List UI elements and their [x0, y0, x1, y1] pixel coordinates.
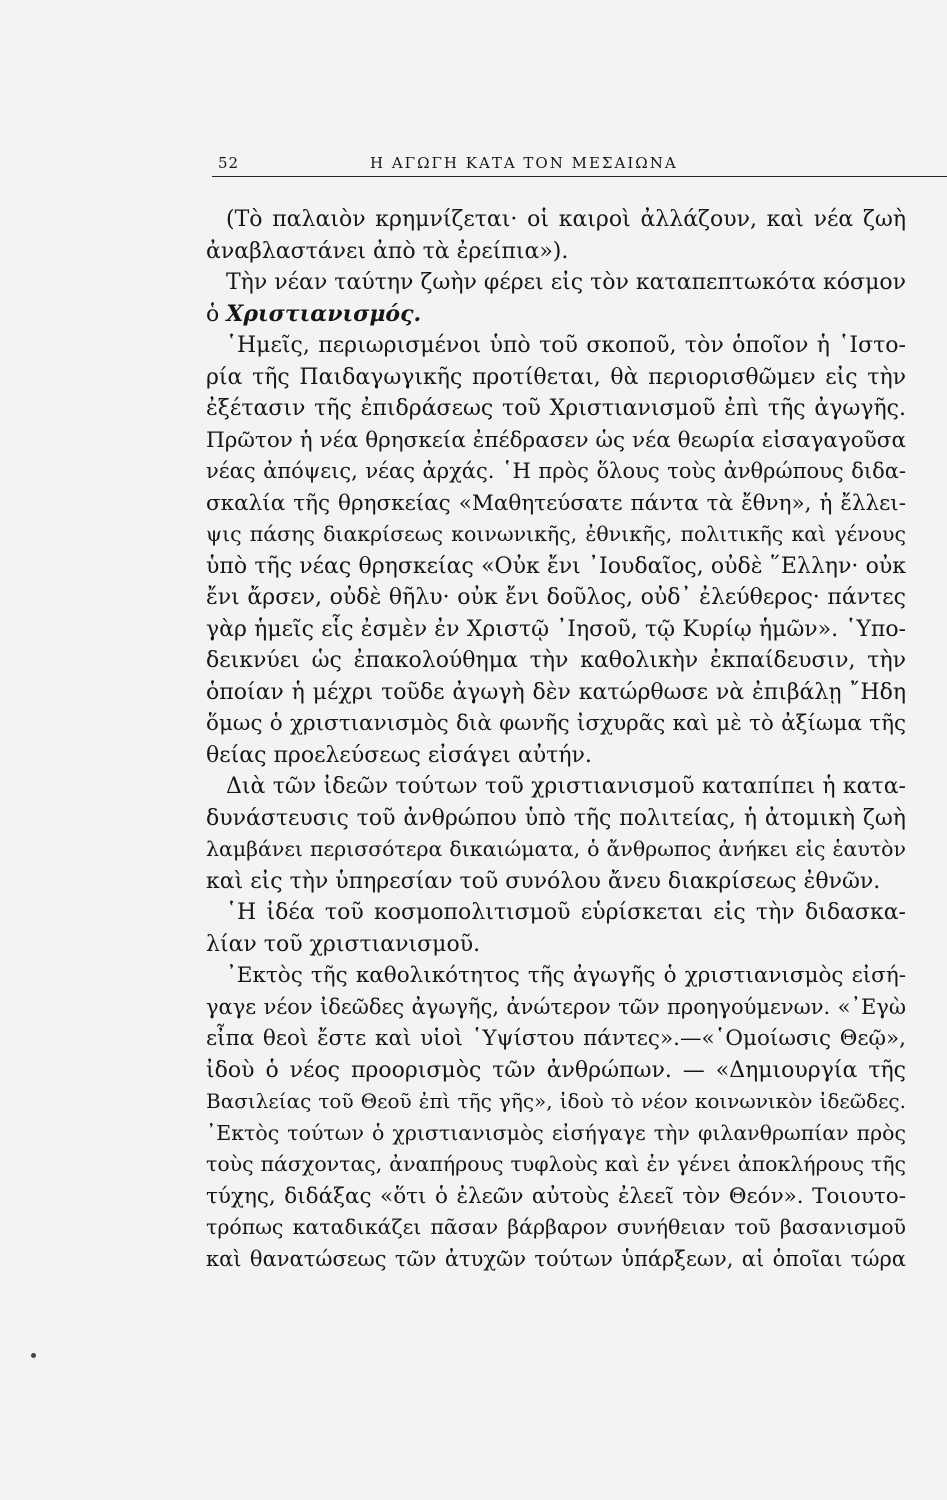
text-line: τρόπως καταδικάζει πᾶσαν βάρβαρον συνήθειαν τοῦ βασανισμοῦ [206, 1215, 906, 1239]
page-number: 52 [218, 154, 240, 172]
text-line: ὑπὸ τῆς νέας θρησκείας «Οὐκ ἔνι ᾿Ιουδαῖος, οὐδὲ ῞Ελλην· οὐκ [206, 553, 906, 579]
text-line: νέας ἀπόψεις, νέας ἀρχάς. ῾Η πρὸς ὅλους τοὺς ἀνθρώπους διδα- [206, 459, 906, 483]
text-line: καὶ θανατώσεως τῶν ἀτυχῶν τούτων ὑπάρξεων, αἱ ὁποῖαι τώρα [206, 1246, 906, 1271]
text-line: δεικνύει ὡς ἐπακολούθημα τὴν καθολικὴν ἐκπαίδευσιν, τὴν [206, 648, 906, 673]
text-line: ῾Ημεῖς, περιωρισμένοι ὑπὸ τοῦ σκοποῦ, τὸν ὁποῖον ἡ ῾Ιστο- [226, 333, 906, 358]
text-line: ἰδοὺ ὁ νέος προορισμὸς τῶν ἀνθρώπων. — «Δημιουργία τῆς [206, 1057, 906, 1083]
margin-speck [31, 1353, 36, 1358]
text-line: θείας προελεύσεως εἰσάγει αὐτήν. [206, 742, 592, 768]
text-line: λίαν τοῦ χριστιανισμοῦ. [206, 931, 481, 957]
text-line: Πρῶτον ἡ νέα θρησκεία ἐπέδρασεν ὡς νέα θεωρία εἰσαγαγοῦσα [206, 427, 906, 453]
text-line: Διὰ τῶν ἰδεῶν τούτων τοῦ χριστιανισμοῦ καταπίπει ἡ κατα- [226, 774, 906, 799]
running-header [212, 150, 947, 176]
text-line: γὰρ ἡμεῖς εἷς ἐσμὲν ἐν Χριστῷ ᾿Ιησοῦ, τῷ Κυρίῳ ἡμῶν». ῾Υπο- [206, 616, 906, 642]
emphasis-christianismos: Χριστιανισμός. [226, 300, 422, 327]
text-line: ὁποίαν ἡ μέχρι τοῦδε ἀγωγὴ δὲν κατώρθωσε νὰ ἐπιβάλῃ ῎Ηδη [206, 679, 906, 705]
text-line: ἀναβλαστάνει ἀπὸ τὰ ἐρείπια»). [206, 238, 569, 264]
text-line: ῾Η ἰδέα τοῦ κοσμοπολιτισμοῦ εὑρίσκεται εἰς τὴν διδασκα- [226, 900, 906, 925]
article-word: ὁ [206, 301, 220, 327]
text-line: Τὴν νέαν ταύτην ζωὴν φέρει εἰς τὸν καταπεπτωκότα κόσμον [226, 270, 906, 295]
body-text [206, 204, 906, 1275]
text-line: ᾿Εκτὸς τούτων ὁ χριστιανισμὸς εἰσήγαγε τὴν φιλανθρωπίαν πρὸς [206, 1120, 906, 1145]
text-line: καὶ εἰς τὴν ὑπηρεσίαν τοῦ συνόλου ἄνευ διακρίσεως ἐθνῶν. [206, 868, 881, 894]
text-line: (Τὸ παλαιὸν κρημνίζεται· οἱ καιροὶ ἀλλάζουν, καὶ νέα ζωὴ [226, 207, 906, 232]
text-line: δυνάστευσις τοῦ ἀνθρώπου ὑπὸ τῆς πολιτείας, ἡ ἀτομικὴ ζωὴ [206, 805, 906, 831]
text-line: γαγε νέον ἰδεῶδες ἀγωγῆς, ἀνώτερον τῶν προηγούμενων. «᾿Εγὼ [206, 994, 906, 1019]
text-line: τοὺς πάσχοντας, ἀναπήρους τυφλοὺς καὶ ἐν γένει ἀποκλήρους τῆς [206, 1152, 906, 1176]
text-line: ᾿Εκτὸς τῆς καθολικότητος τῆς ἀγωγῆς ὁ χριστιανισμὸς εἰσή- [226, 963, 906, 988]
text-line: σκαλία τῆς θρησκείας «Μαθητεύσατε πάντα τὰ ἔθνη», ἡ ἔλλει- [206, 490, 906, 516]
running-title: Η ΑΓΩΓΗ ΚΑΤΑ ΤΟΝ ΜΕΣΑΙΩΝΑ [370, 154, 678, 172]
text-line [206, 299, 906, 331]
header-rule [212, 176, 947, 177]
text-line: Βασιλείας τοῦ Θεοῦ ἐπὶ τῆς γῆς», ἰδοὺ τὸ νέον κοινωνικὸν ἰδεῶδες. [206, 1089, 906, 1113]
text-line: ἐξέτασιν τῆς ἐπιδράσεως τοῦ Χριστιανισμοῦ ἐπὶ τῆς ἀγωγῆς. [206, 396, 906, 421]
text-line: τύχης, διδάξας «ὅτι ὁ ἐλεῶν αὐτοὺς ἐλεεῖ τὸν Θεόν». Τοιουτο- [206, 1183, 906, 1209]
text-line: ἔνι ἄρσεν, οὐδὲ θῆλυ· οὐκ ἔνι δοῦλος, οὐδ᾿ ἐλεύθερος· πάντες [206, 585, 906, 610]
text-line: ρία τῆς Παιδαγωγικῆς προτίθεται, θὰ περιορισθῶμεν εἰς τὴν [206, 364, 906, 390]
text-line: λαμβάνει περισσότερα δικαιώματα, ὁ ἄνθρωπος ἀνήκει εἰς ἑαυτὸν [206, 837, 906, 861]
text-line: ψις πάσης διακρίσεως κοινωνικῆς, ἐθνικῆς, πολιτικῆς καὶ γένους [206, 522, 906, 546]
text-line: ὅμως ὁ χριστιανισμὸς διὰ φωνῆς ἰσχυρᾶς καὶ μὲ τὸ ἀξίωμα τῆς [206, 711, 906, 736]
text-line: εἶπα θεοὶ ἔστε καὶ υἱοὶ ῾Υψίστου πάντες».—«῾Ομοίωσις Θεῷ», [206, 1026, 906, 1051]
